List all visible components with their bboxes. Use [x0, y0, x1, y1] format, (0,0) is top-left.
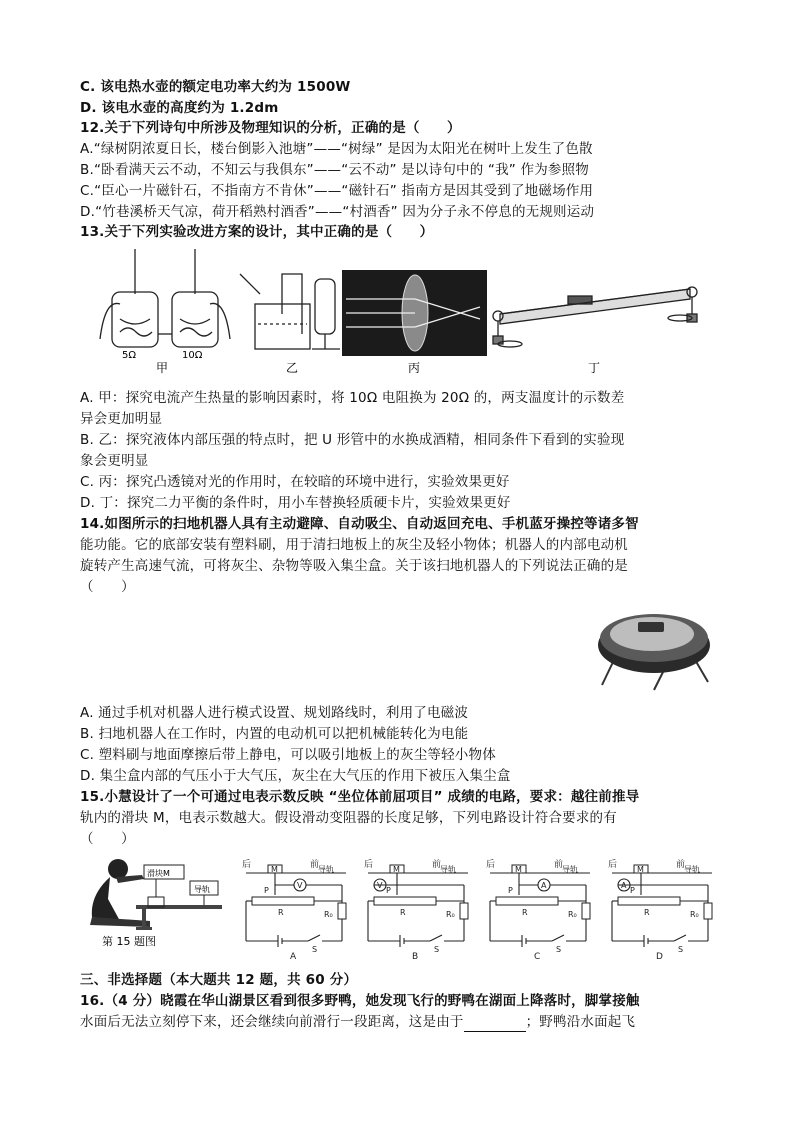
q14-stem-line2: 能功能。它的底部安装有塑料刷，用于清扫地板上的灰尘及轻小物体；机器人的内部电动机	[80, 537, 628, 553]
q16-line1: 16.（4 分）晓霞在华山湖景区看到很多野鸭，她发现飞行的野鸭在湖面上降落时，脚掌接触	[80, 993, 640, 1009]
circuit-meter-label: V	[377, 881, 383, 890]
q11-option-c: C. 该电热水壶的额定电功率大约为 1500W	[80, 79, 351, 95]
q13-option-a-line2: 异会更加明显	[80, 411, 163, 427]
figure-label-jia: 甲	[156, 361, 169, 375]
q13-stem: 13.关于下列实验改进方案的设计，其中正确的是（ ）	[80, 224, 434, 240]
circuit-front-label: 前	[676, 860, 686, 870]
circuit-switch-label: S	[312, 945, 318, 954]
circuit-slider-m-text: M	[515, 865, 522, 874]
q13-option-c: C. 丙：探究凸透镜对光的作用时，在较暗的环境中进行，实验效果更好	[80, 474, 510, 490]
slider-m-label: 滑块M	[147, 869, 170, 878]
circuit-r0	[704, 903, 712, 919]
circuit-p-label: P	[386, 886, 391, 895]
figure-label-bing: 丙	[408, 361, 421, 375]
q16-line2	[80, 1012, 635, 1032]
figure-label-yi: 乙	[286, 361, 299, 375]
circuit-back-label: 后	[242, 860, 252, 870]
rail-label: 导轨	[194, 885, 210, 894]
circuit-r-label: R	[400, 908, 406, 917]
q15-stem-line3: （ ）	[80, 831, 135, 847]
q15-circuit-diagrams	[238, 855, 724, 960]
circuit-p-label: P	[508, 886, 513, 895]
circuit-p-label: P	[630, 886, 635, 895]
q14-option-c: C. 塑料刷与地面摩擦后带上静电，可以吸引地板上的灰尘等轻小物体	[80, 747, 496, 763]
q12-option-c: C.“臣心一片磁针石，不指南方不肯休”——“磁针石” 指南方是因其受到了地磁场作用	[80, 183, 594, 199]
q13-option-b-line1: B. 乙：探究液体内部压强的特点时，把 U 形管中的水换成酒精，相同条件下看到的实验现	[80, 432, 625, 448]
circuit-meter-label: V	[297, 881, 303, 890]
circuit-rheostat	[496, 897, 558, 905]
q13-option-b-line2: 象会更明显	[80, 453, 149, 469]
circuit-rail-label: 导轨	[440, 865, 456, 874]
robot-vacuum-image	[594, 600, 716, 692]
circuit-switch-label: S	[556, 945, 562, 954]
circuit-r0-label: R₀	[446, 910, 455, 919]
q13-option-a-line1: A. 甲：探究电流产生热量的影响因素时，将 10Ω 电阻换为 20Ω 的，两支温度计的示数差	[80, 390, 625, 406]
figure-label-ding: 丁	[588, 361, 601, 375]
q12-option-b: B.“卧看满天云不动，不知云与我俱东”——“云不动” 是以诗句中的 “我” 作为参照物	[80, 162, 589, 178]
figure-ding	[493, 287, 697, 347]
q14-option-a: A. 通过手机对机器人进行模式设置、规划路线时，利用了电磁波	[80, 705, 469, 721]
circuit-switch	[552, 935, 564, 941]
circuit-r0	[582, 903, 590, 919]
q14-stem-line1: 14.如图所示的扫地机器人具有主动避障、自动吸尘、自动返回充电、手机蓝牙操控等诸多智	[80, 516, 639, 532]
q14-stem-line4: （ ）	[80, 579, 135, 595]
sit-and-reach-figure	[80, 855, 230, 950]
q14-option-d: D. 集尘盒内部的气压小于大气压，灰尘在大气压的作用下被压入集尘盒	[80, 768, 511, 784]
q16-line2-text-b: ；野鸭沿水面起飞	[525, 1014, 636, 1030]
circuit-slider-m-text: M	[393, 865, 400, 874]
circuit-r0-label: R₀	[690, 910, 699, 919]
circuit-option-label: C	[534, 952, 541, 960]
circuit-r-label: R	[278, 908, 284, 917]
circuit-r-label: R	[644, 908, 650, 917]
q15-stem-line1: 15.小慧设计了一个可通过电表示数反映 “坐位体前屈项目” 成绩的电路，要求：越往前推导	[80, 789, 640, 805]
q12-option-a: A.“绿树阴浓夏日长，楼台倒影入池塘”——“树绿” 是因为太阳光在树叶上发生了色散	[80, 141, 593, 157]
circuit-front-label: 前	[554, 860, 564, 870]
circuit-switch	[308, 935, 320, 941]
q16-answer-blank[interactable]	[464, 1017, 526, 1032]
circuit-back-label: 后	[608, 860, 618, 870]
figure-jia	[100, 249, 230, 347]
circuit-r0-label: R₀	[568, 910, 577, 919]
circuit-back-label: 后	[486, 860, 496, 870]
section3-title: 三、非选择题（本大题共 12 题，共 60 分）	[80, 972, 358, 988]
q15-stem-line2: 轨内的滑块 M，电表示数越大。假设滑动变阻器的长度足够，下列电路设计符合要求的有	[80, 810, 617, 826]
circuit-meter-label: A	[621, 881, 627, 890]
circuit-r-label: R	[522, 908, 528, 917]
q12-option-d: D.“竹巷溪桥天气凉，荷开稻熟村酒香”——“村酒香” 因为分子永不停息的无规则运动	[80, 204, 595, 220]
q11-option-d: D. 该电水壶的高度约为 1.2dm	[80, 100, 279, 116]
circuit-rheostat	[374, 897, 436, 905]
circuit-rheostat	[252, 897, 314, 905]
q16-line2-text-a: 水面后无法立刻停下来，还会继续向前滑行一段距离，这是由于	[80, 1014, 464, 1030]
circuit-option-label: D	[656, 952, 663, 960]
q13-option-d: D. 丁：探究二力平衡的条件时，用小车替换轻质硬卡片，实验效果更好	[80, 495, 511, 511]
circuit-switch-label: S	[678, 945, 684, 954]
circuit-switch	[674, 935, 686, 941]
circuit-rail-label: 导轨	[318, 865, 334, 874]
circuit-meter-label: A	[541, 881, 547, 890]
circuit-rail-label: 导轨	[562, 865, 578, 874]
q13-figures	[90, 244, 730, 376]
circuit-rheostat	[618, 897, 680, 905]
q14-option-b: B. 扫地机器人在工作时，内置的电动机可以把机械能转化为电能	[80, 726, 469, 742]
jia-resistor-label-2: 10Ω	[182, 350, 203, 361]
q14-stem-line3: 旋转产生高速气流，可将灰尘、杂物等吸入集尘盒。关于该扫地机器人的下列说法正确的是	[80, 558, 628, 574]
circuit-slider-m-text: M	[637, 865, 644, 874]
figure-yi	[240, 274, 340, 349]
circuit-switch-label: S	[434, 945, 440, 954]
circuit-option-label: B	[412, 952, 419, 960]
circuit-back-label: 后	[364, 860, 374, 870]
circuit-front-label: 前	[310, 860, 320, 870]
circuit-rail-label: 导轨	[684, 865, 700, 874]
circuit-r0	[338, 903, 346, 919]
circuit-switch	[430, 935, 442, 941]
circuit-option-label: A	[290, 952, 297, 960]
circuit-front-label: 前	[432, 860, 442, 870]
figure-caption-15: 第 15 题图	[102, 935, 156, 948]
circuit-r0	[460, 903, 468, 919]
circuit-r0-label: R₀	[324, 910, 333, 919]
jia-resistor-label-1: 5Ω	[122, 350, 137, 361]
circuit-p-label: P	[264, 886, 269, 895]
circuit-slider-m-text: M	[271, 865, 278, 874]
q12-stem: 12.关于下列诗句中所涉及物理知识的分析，正确的是（ ）	[80, 120, 461, 136]
